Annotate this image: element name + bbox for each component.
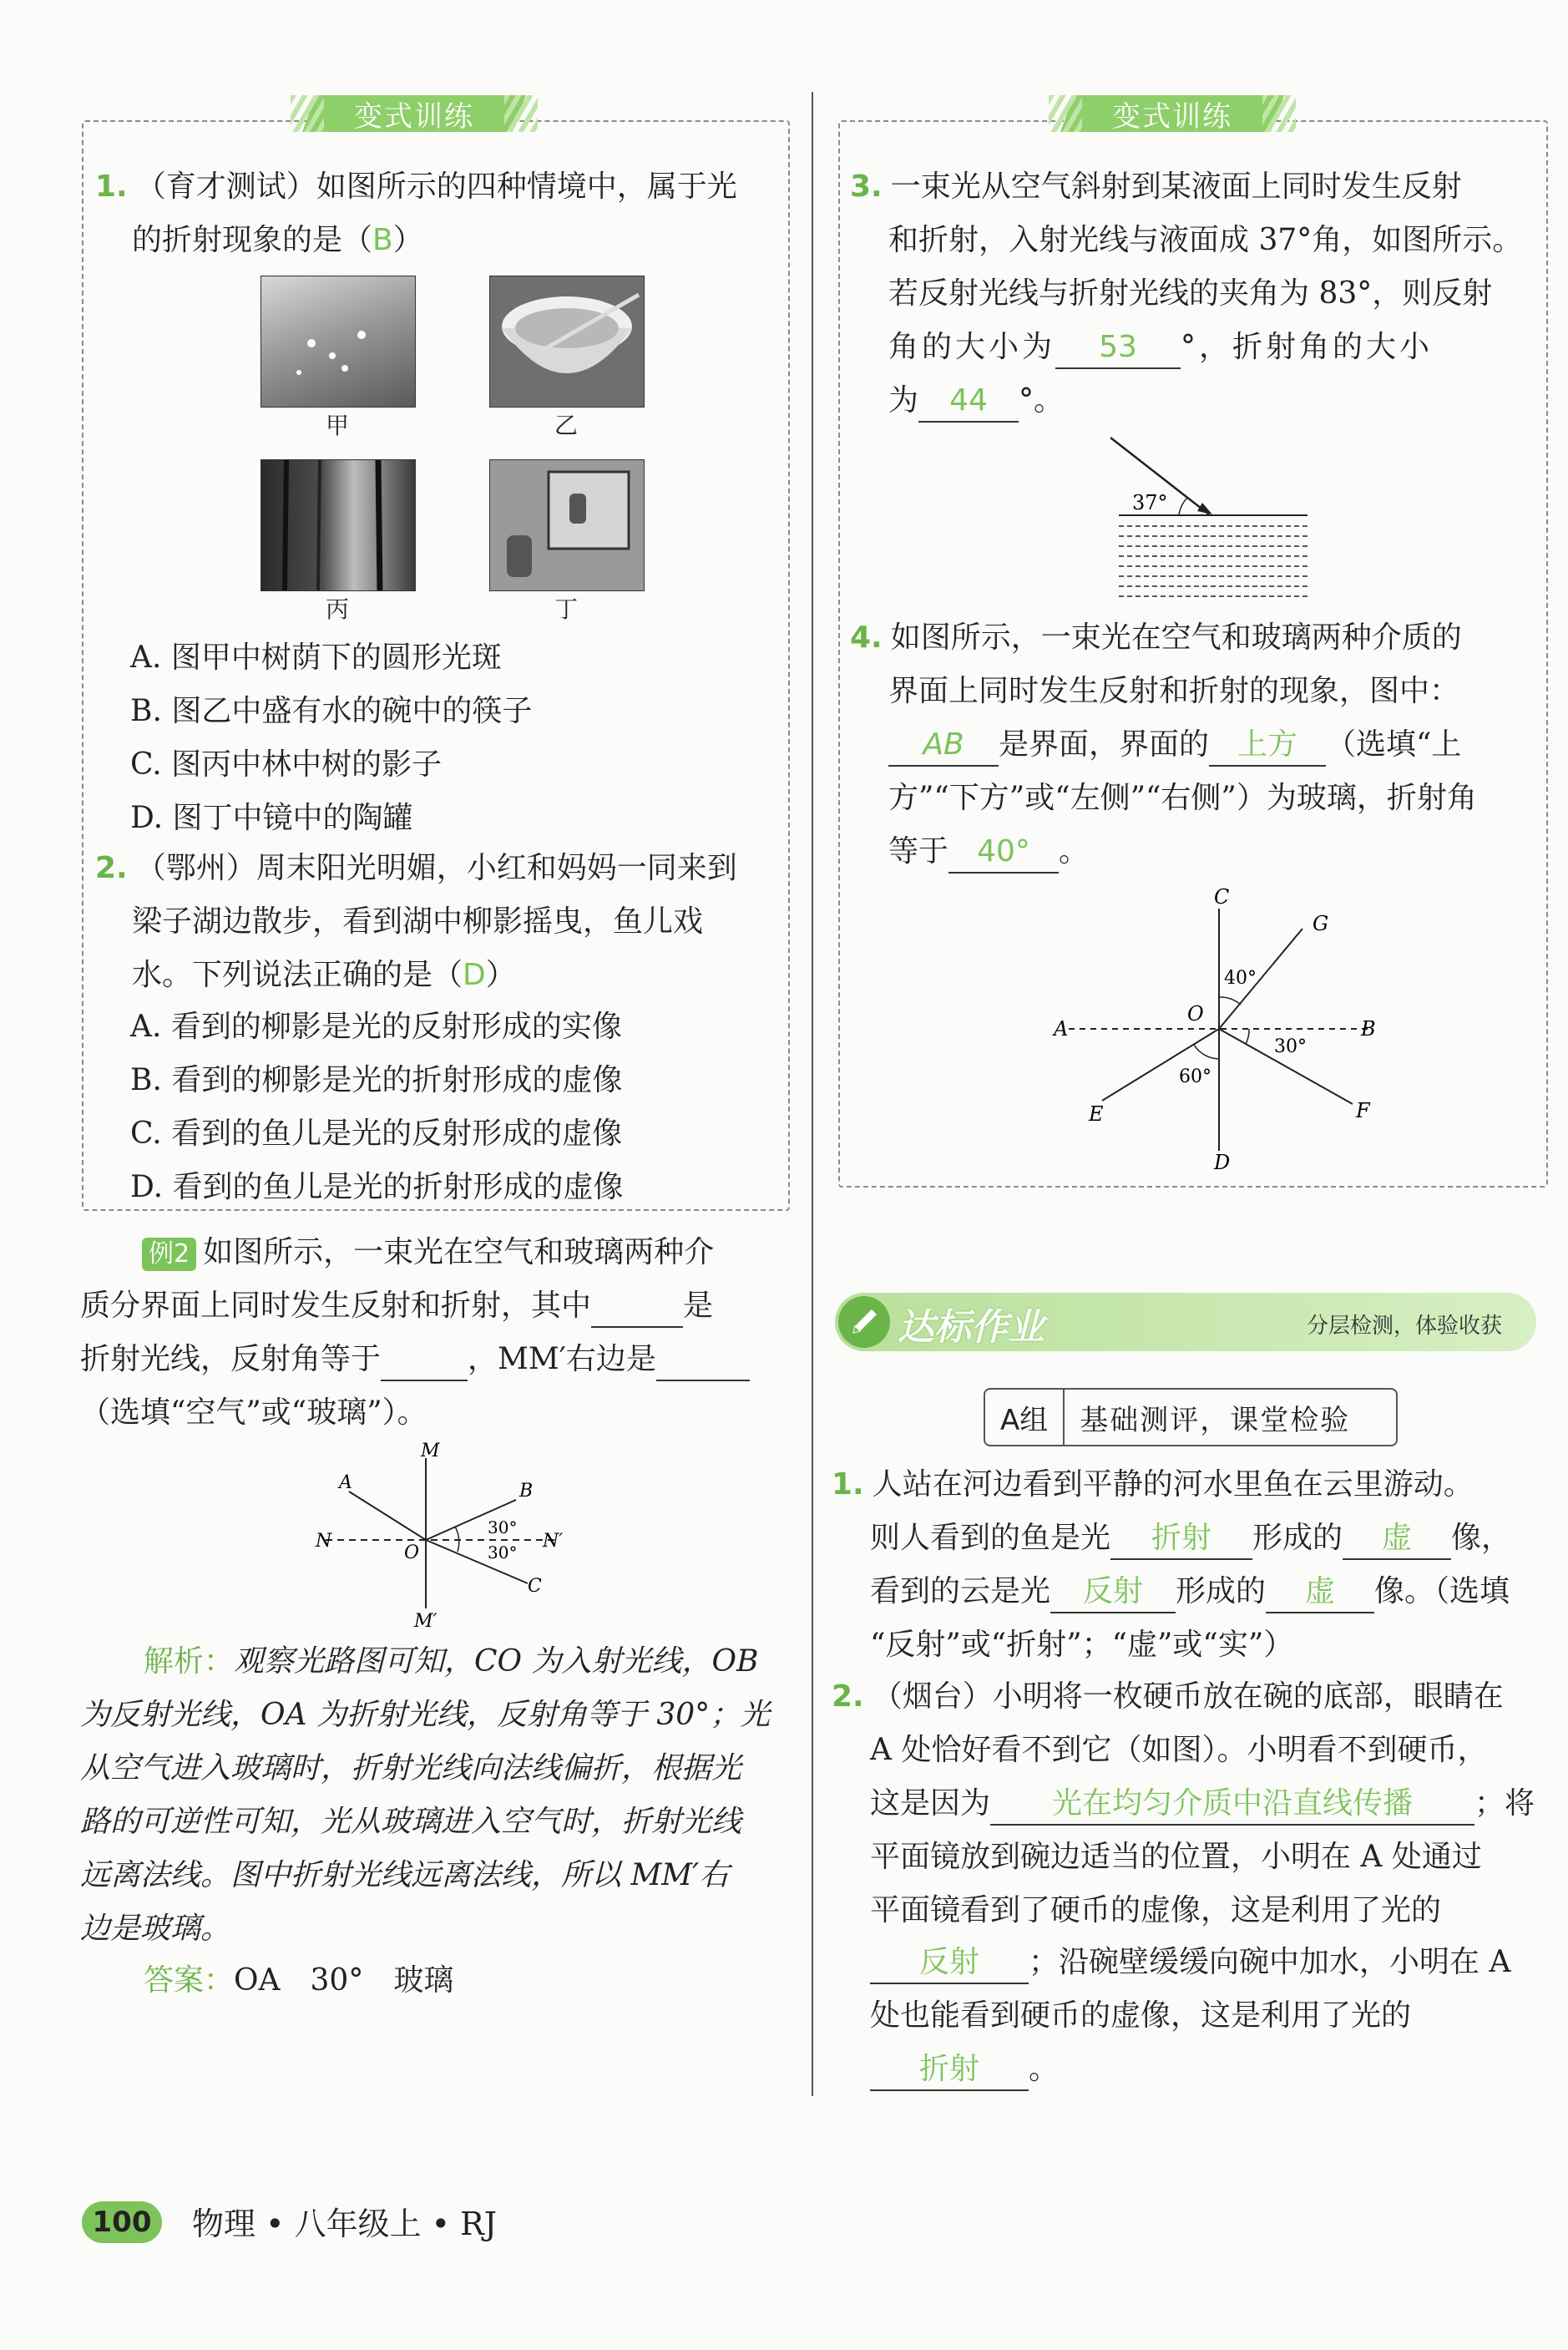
iface-angle-3: 60°	[1179, 1066, 1211, 1087]
q2-option-d: D. 看到的鱼儿是光的折射形成的虚像	[130, 1170, 624, 1204]
section-title: 达标作业	[898, 1306, 1044, 1349]
q4-line4: 方”“下方”或“左侧”“右侧”）为玻璃，折射角	[888, 781, 1477, 815]
q1-option-d: D. 图丁中镜中的陶罐	[130, 801, 413, 835]
h2-blank-3: 折射	[870, 2049, 1029, 2091]
q2-number: 2.	[95, 851, 128, 885]
liquid-diagram	[1110, 434, 1311, 601]
q4-line1: 4. 如图所示，一束光在空气和玻璃两种介质的	[850, 620, 1462, 655]
h2-number: 2.	[832, 1679, 864, 1714]
h1-line1: 1. 人站在河边看到平静的河水里鱼在云里游动。	[832, 1467, 1474, 1502]
diag-label-m: M	[421, 1441, 440, 1461]
diag-label-n: N	[316, 1531, 332, 1552]
h1-blank-1: 折射	[1110, 1518, 1252, 1560]
diag-angle-1: 30°	[488, 1517, 518, 1537]
q3-line5: 为 44 °。	[888, 374, 1064, 428]
h2-line3: 这是因为 光在均匀介质中沿直线传播 ；将	[870, 1777, 1535, 1831]
example-line4: （选填“空气”或“玻璃”）。	[80, 1395, 427, 1430]
diag-label-b: B	[519, 1481, 534, 1502]
pencil-icon	[838, 1296, 890, 1348]
q4-blank-2: 上方	[1209, 725, 1326, 767]
diag-label-o: O	[404, 1542, 420, 1563]
q1-option-a: A. 图甲中树荫下的圆形光斑	[130, 641, 502, 675]
q1-option-b: B. 图乙中盛有水的碗中的筷子	[130, 694, 533, 728]
iface-angle-1: 40°	[1224, 968, 1257, 989]
h1-blank-4: 虚	[1266, 1572, 1374, 1613]
iface-label-e: E	[1089, 1102, 1104, 1126]
caption-ding: 丁	[554, 595, 579, 623]
iface-label-a: A	[1054, 1017, 1069, 1041]
photo-jia	[260, 276, 416, 408]
h1-blank-3: 反射	[1050, 1572, 1176, 1613]
interface-diagram	[1052, 884, 1403, 1176]
q2-line3: 水。下列说法正确的是（D）	[132, 958, 516, 992]
group-label: A组	[985, 1390, 1065, 1445]
liquid-angle-label: 37°	[1132, 491, 1168, 514]
h2-line5: 平面镜看到了硬币的虚像，这是利用了光的	[870, 1893, 1442, 1927]
iface-label-g: G	[1313, 912, 1329, 935]
column-divider	[812, 92, 813, 2096]
page-number: 100	[82, 2201, 162, 2243]
footer-text: 物理 • 八年级上 • RJ	[192, 2206, 497, 2242]
iface-label-c: C	[1214, 885, 1230, 909]
h2-blank-2: 反射	[870, 1942, 1029, 1984]
analysis-line1: 解析：观察光路图可知，CO 为入射光线，OB	[144, 1644, 759, 1679]
example-line3: 折射光线，反射角等于 ，MM′右边是	[80, 1333, 750, 1386]
h1-number: 1.	[832, 1467, 864, 1502]
q2-option-c: C. 看到的鱼儿是光的反射形成的虚像	[130, 1117, 623, 1151]
q2-option-a: A. 看到的柳影是光的反射形成的实像	[130, 1010, 622, 1044]
h1-line2: 则人看到的鱼是光 折射 形成的 虚 像，	[870, 1512, 1511, 1565]
h1-line3: 看到的云是光 反射 形成的 虚 像。（选填	[870, 1565, 1510, 1618]
h2-line1: 2. （烟台）小明将一枚硬币放在碗的底部，眼睛在	[832, 1679, 1504, 1714]
q1-line2: 的折射现象的是（B）	[132, 223, 423, 257]
q4-line3: AB 是界面，界面的 上方 （选填“上	[888, 718, 1461, 772]
q2-line2: 梁子湖边散步，看到湖中柳影摇曳，鱼儿戏	[132, 904, 704, 939]
iface-label-b: B	[1361, 1017, 1376, 1041]
diag-label-a: A	[339, 1472, 352, 1493]
analysis-line5: 远离法线。图中折射光线远离法线，所以 MM′右	[80, 1858, 730, 1892]
q4-line5: 等于 40° 。	[888, 825, 1089, 879]
h2-line6: 反射 ；沿碗壁缓缓向碗中加水，小明在 A	[870, 1936, 1510, 1989]
q3-blank-2: 44	[918, 381, 1019, 423]
q2-line1: 2. （鄂州）周末阳光明媚，小红和妈妈一同来到	[95, 851, 737, 885]
q3-line4: 角的大小为 53 °，折射角的大小	[888, 321, 1433, 374]
q3-blank-1: 53	[1055, 327, 1181, 369]
group-title: 基础测评，课堂检验	[1080, 1403, 1351, 1437]
analysis-line2: 为反射光线，OA 为折射光线，反射角等于 30°；光	[80, 1698, 771, 1732]
q3-number: 3.	[850, 170, 883, 204]
answer-line: 答案：OA 30° 玻璃	[144, 1963, 454, 1998]
q3-line1: 3. 一束光从空气斜射到某液面上同时发生反射	[850, 170, 1462, 204]
analysis-line6: 边是玻璃。	[80, 1912, 231, 1946]
q2-option-b: B. 看到的柳影是光的折射形成的虚像	[130, 1063, 623, 1097]
iface-label-f: F	[1356, 1099, 1370, 1122]
q4-blank-1: AB	[888, 725, 999, 767]
photo-ding	[489, 459, 645, 591]
photo-bing	[260, 459, 416, 591]
diag-label-mp: M′	[414, 1611, 438, 1632]
example-line2: 质分界面上同时发生反射和折射，其中 是	[80, 1279, 713, 1333]
analysis-line3: 从空气进入玻璃时，折射光线向法线偏折，根据光	[80, 1751, 742, 1785]
section-subtitle: 分层检测，体验收获	[1307, 1314, 1503, 1339]
h2-blank-1: 光在均匀介质中沿直线传播	[990, 1784, 1474, 1826]
q1-line1: 1. （育才测试）如图所示的四种情境中，属于光	[95, 170, 737, 204]
q4-line2: 界面上同时发生反射和折射的现象，图中：	[888, 674, 1460, 708]
h1-blank-2: 虚	[1343, 1518, 1451, 1560]
example-tag: 例2	[142, 1238, 196, 1271]
q2-answer: D	[463, 958, 486, 992]
q3-line3: 若反射光线与折射光线的夹角为 83°，则反射	[888, 276, 1493, 311]
q1-option-c: C. 图丙中林中树的影子	[130, 747, 443, 782]
left-banner: 变式训练	[302, 95, 526, 132]
right-banner: 变式训练	[1060, 95, 1284, 132]
h2-line2: A 处恰好看不到它（如图）。小明看不到硬币，	[870, 1733, 1488, 1767]
q3-line2: 和折射，入射光线与液面成 37°角，如图所示。	[888, 223, 1523, 257]
analysis-line4: 路的可逆性可知，光从玻璃进入空气时，折射光线	[80, 1805, 742, 1839]
caption-jia: 甲	[326, 412, 350, 439]
h2-line8: 折射 。	[870, 2043, 1059, 2096]
h2-line7: 处也能看到硬币的虚像，这是利用了光的	[870, 1998, 1412, 2033]
h1-line4: “反射”或“折射”；“虚”或“实”）	[870, 1628, 1294, 1662]
iface-label-d: D	[1214, 1151, 1231, 1174]
h2-line4: 平面镜放到碗边适当的位置，小明在 A 处通过	[870, 1840, 1482, 1874]
example-line1: 例2 如图所示，一束光在空气和玻璃两种介	[142, 1226, 714, 1279]
caption-yi: 乙	[554, 412, 579, 439]
caption-bing: 丙	[326, 595, 350, 623]
q4-blank-3: 40°	[948, 832, 1059, 874]
diag-label-np: N′	[543, 1531, 564, 1552]
group-box	[984, 1388, 1398, 1446]
iface-label-o: O	[1187, 1002, 1204, 1026]
q4-number: 4.	[850, 620, 883, 655]
q1-answer: B	[372, 223, 393, 257]
example-diagram	[309, 1441, 576, 1633]
q1-number: 1.	[95, 170, 128, 204]
photo-yi	[489, 276, 645, 408]
diag-angle-2: 30°	[488, 1542, 518, 1562]
iface-angle-2: 30°	[1274, 1036, 1307, 1057]
diag-label-c: C	[528, 1576, 542, 1597]
